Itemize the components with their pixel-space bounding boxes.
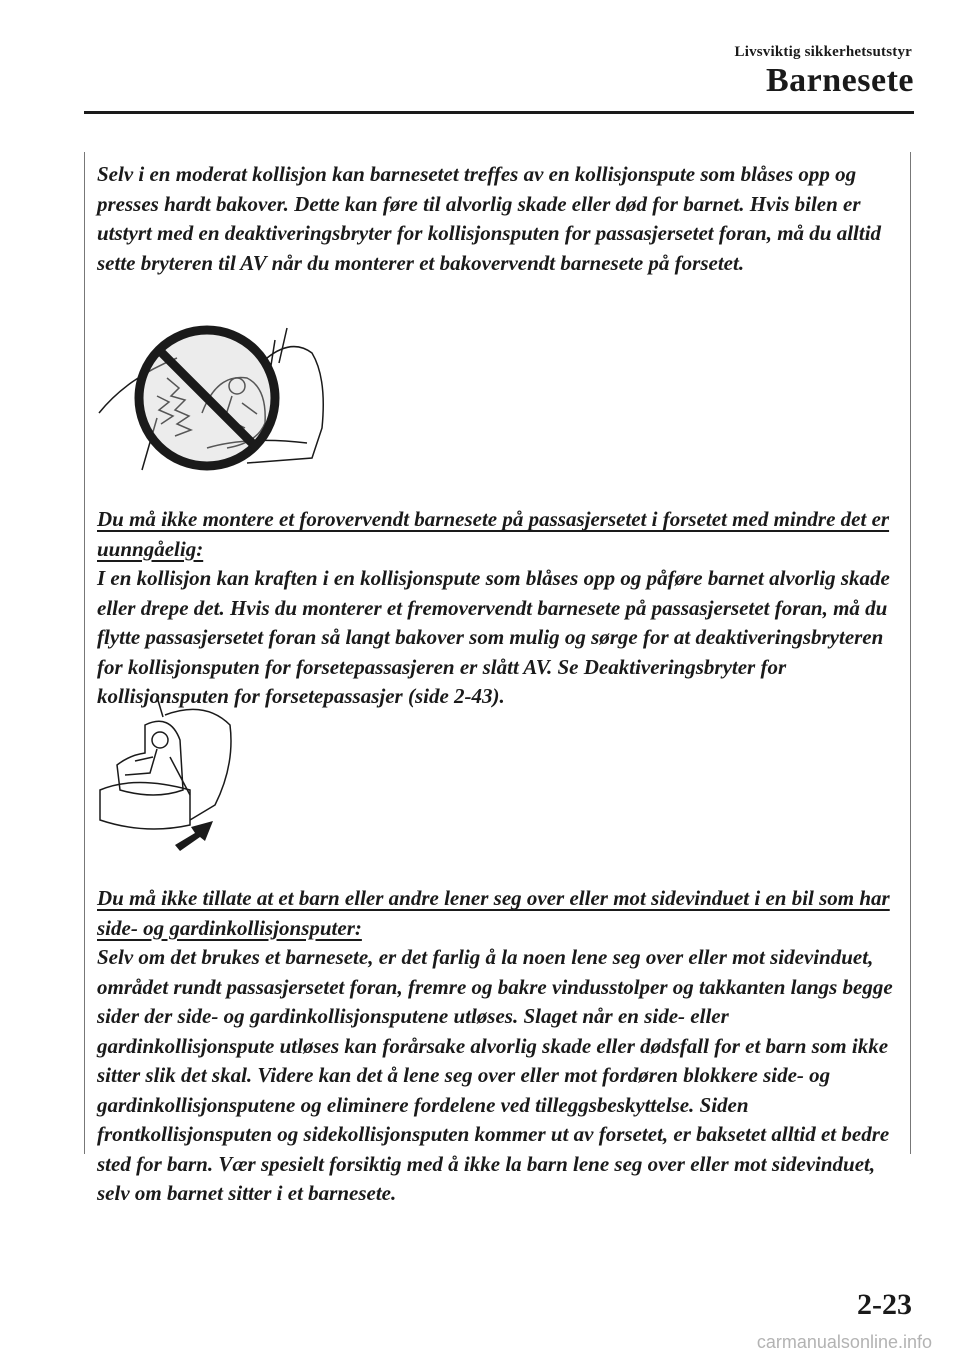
watermark: carmanualsonline.info	[756, 1332, 932, 1352]
paragraph-body: Selv i en moderat kollisjon kan barnesetet treffes av en kollisjonspute som blåses opp og presses hardt bakover. Dette kan føre til alvorlig skade eller død for barnet. Hvis bilen er utstyrt med en deaktiveringsbryter for kollisjonsputen for passasjersetet foran, må du alltid sette bryteren til AV når du monterer et bakovervendt barnesete på forsetet.	[97, 162, 882, 275]
paragraph-heading: Du må ikke tillate at et barn eller andre lener seg over eller mot sidevinduet i en bil som har side- og gardinkollisjonsputer:	[97, 886, 890, 940]
warning-paragraph-forward-facing	[97, 505, 902, 712]
section-title: Livsviktig sikkerhetsutstyr	[734, 44, 912, 60]
paragraph-body: I en kollisjon kan kraften i en kollisjonspute som blåses opp og påføre barnet alvorlig skade eller drepe det. Hvis du monterer et fremovervendt barnesete på passasjersetet foran, må du flytte passasjersetet foran så langt bakover som mulig og sørge for at deaktiveringsbryteren for kollisjonsputen for forsetepassasjeren er slått AV. Se Deaktiveringsbryter for kollisjonsputen for forsetepassasjer (side 2-43).	[97, 566, 890, 708]
page-title: Barnesete	[765, 62, 914, 99]
prohibited-rear-facing-seat-illustration	[97, 318, 337, 478]
warning-box-left-edge	[84, 152, 85, 1154]
warning-paragraph-side-curtain-airbags	[97, 884, 902, 1209]
paragraph-body: Selv om det brukes et barnesete, er det farlig å la noen lene seg over eller mot sidevinduet, området rundt passasjersetet foran, fremre og bakre vindusstolper og takkanten langs begge sider der side- og gardinkollisjonsputene utløses. Slaget når en side- eller gardinkollisjonspute utløses kan forårsake alvorlig skade eller dødsfall for et barn som ikke sitter slik det skal. Videre kan det å lene seg over eller mot fordøren blokkere side- og gardinkollisjonsputene og eliminere fordelene ved tilleggsbeskyttelse. Siden frontkollisjonsputen og sidekollisjonsputen kommer ut av forsetet, er baksetet alltid et bedre sted for barn. Vær spesielt forsiktig med å ikke la barn lene seg over eller mot sidevinduet, selv om barnet sitter i et barnesete.	[97, 945, 893, 1205]
header-divider	[84, 111, 914, 114]
paragraph-heading: Du må ikke montere et forovervendt barnesete på passasjersetet i forsetet med mindre det er uunngåelig:	[97, 507, 890, 561]
forward-facing-seat-moved-back-illustration	[95, 695, 245, 855]
page-number: 2-23	[857, 1288, 912, 1321]
warning-paragraph-airbag-rear-facing	[97, 160, 902, 278]
warning-box-right-edge	[910, 152, 911, 1154]
